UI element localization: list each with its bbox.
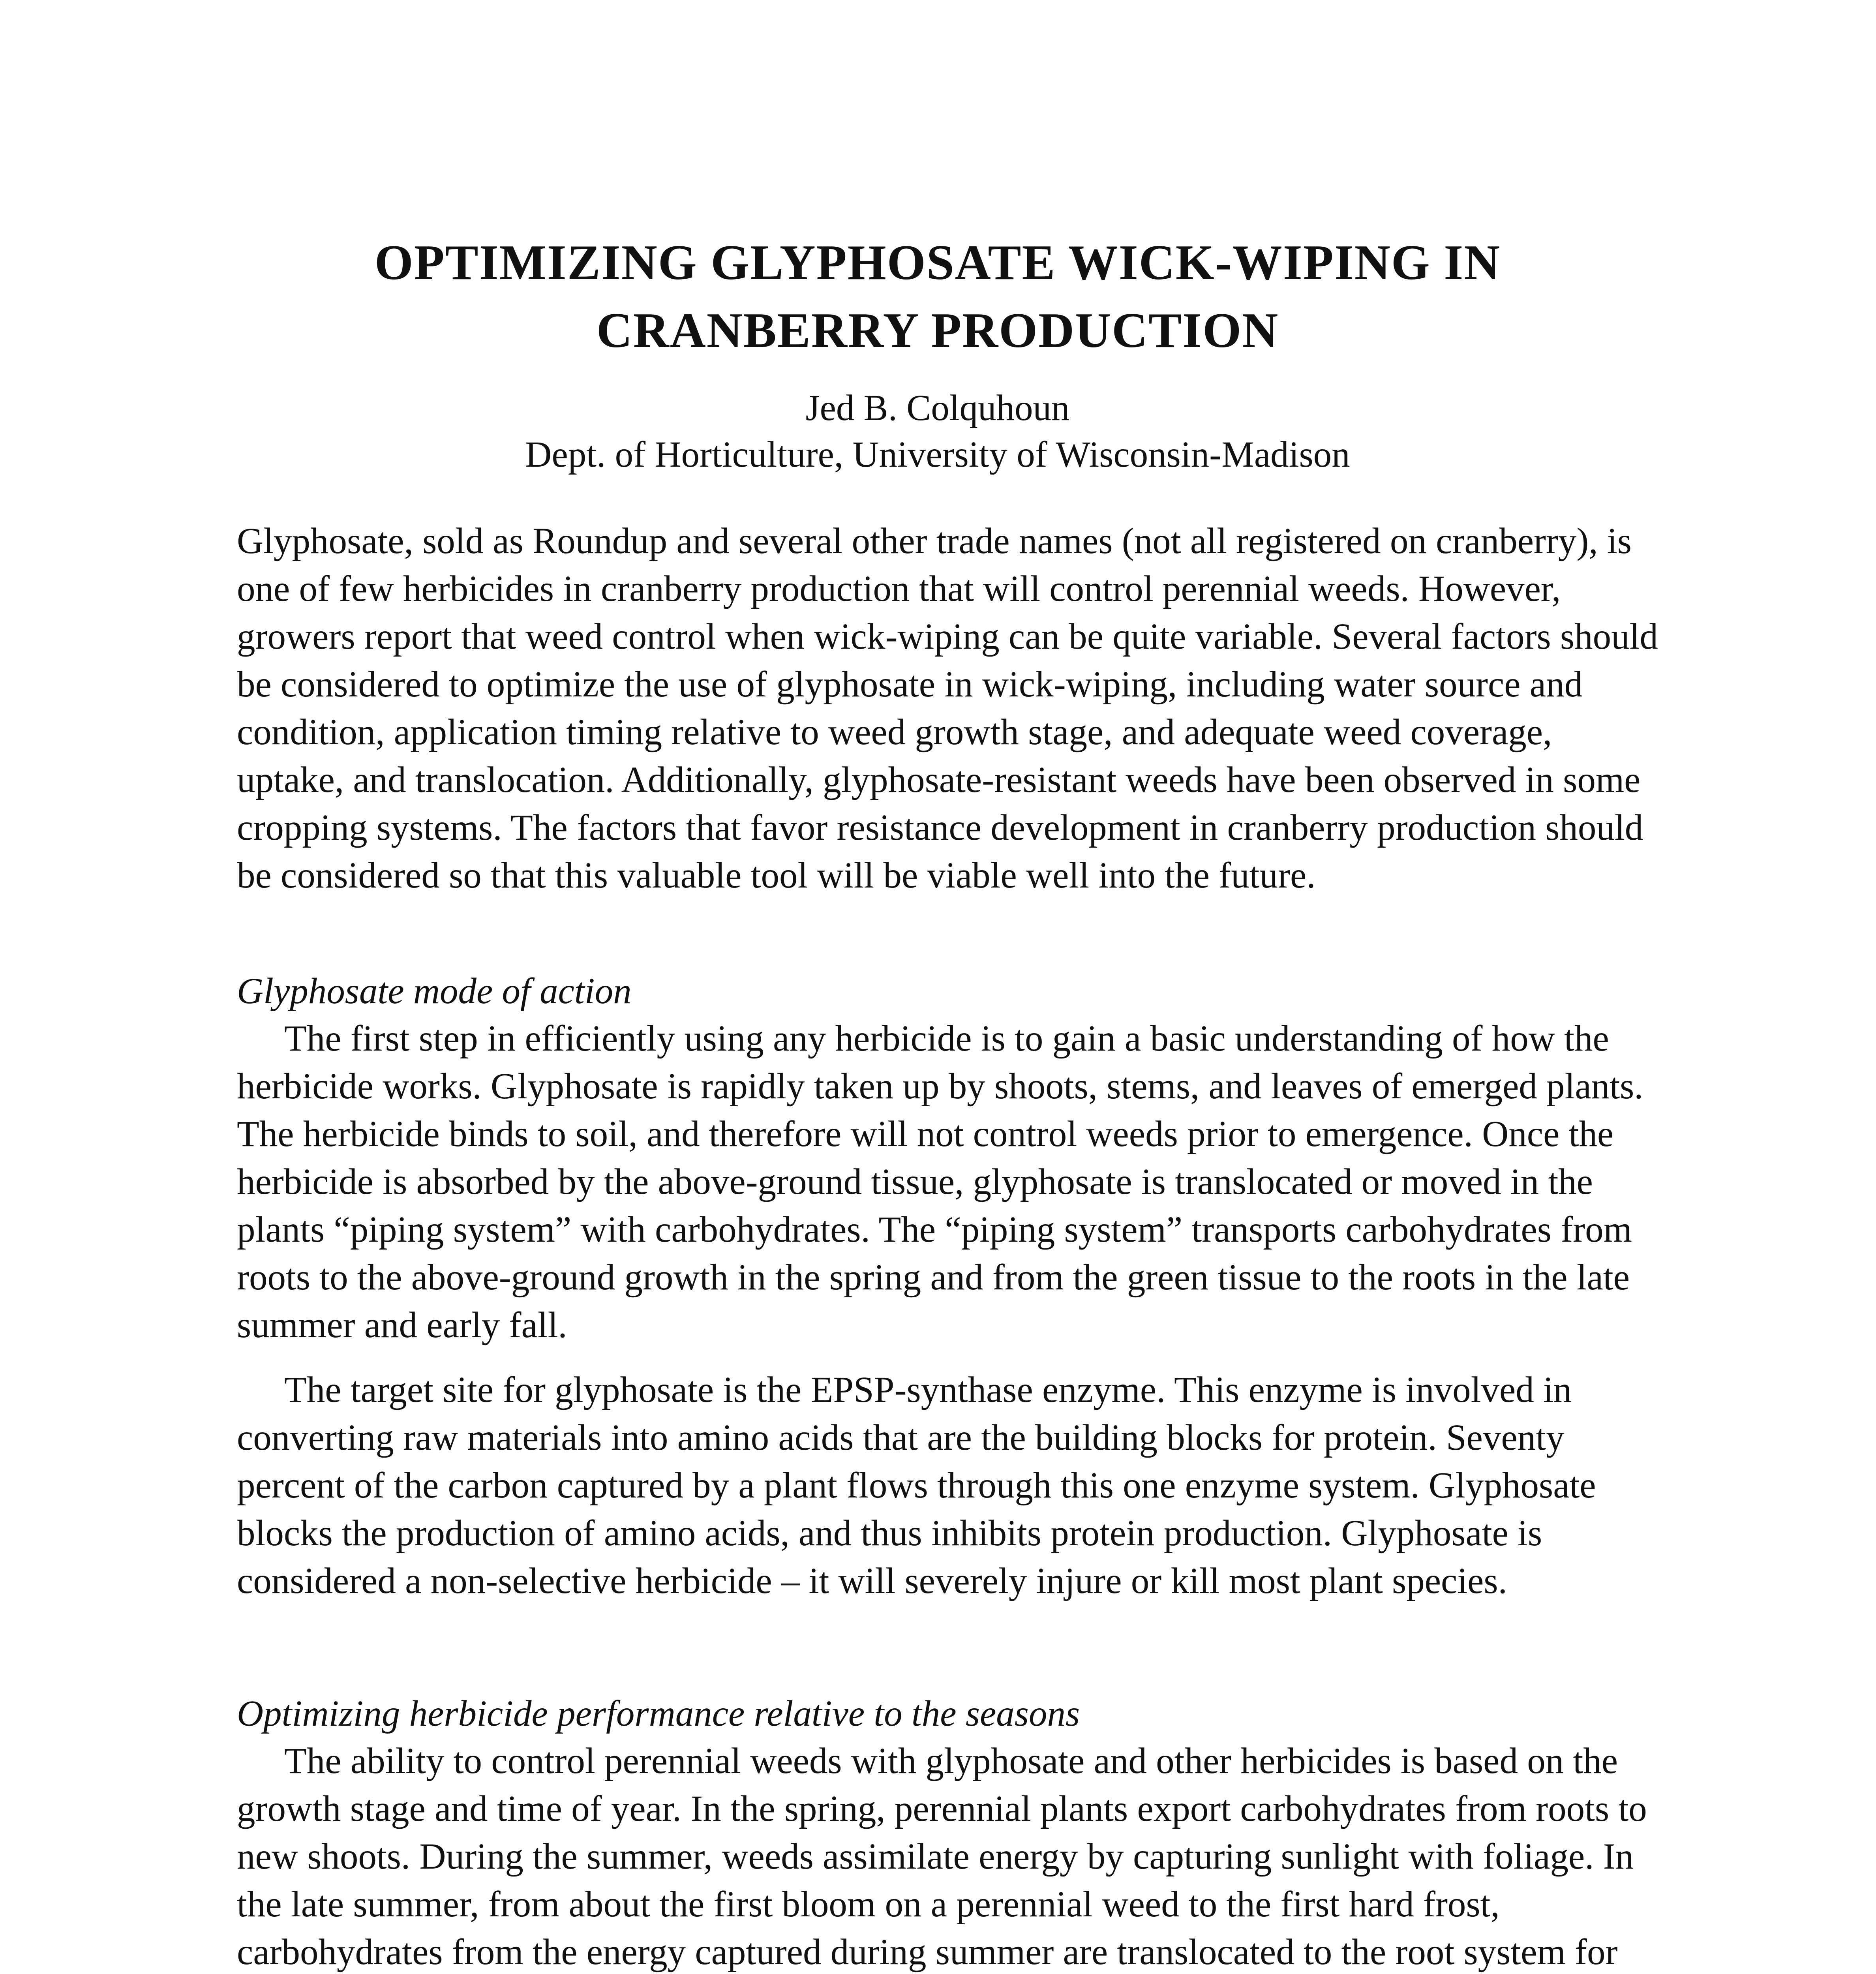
author-block [237,385,1638,478]
section-heading-seasons: Optimizing herbicide performance relative to the seasons [237,1693,1080,1734]
mode-of-action-paragraph-2: The target site for glyphosate is the EPSP-synthase enzyme. This enzyme is involved in converting raw materials into amino acids that are the building blocks for protein. Seventy percent of the carbon captured by a plant flows through this one enzyme system. Glyphosate blocks the production of amino acids, and thus inhibits protein production. Glyphosate is considered a non-selective herbicide – it will severely injure or kill most plant species. [237,1370,1596,1601]
section-heading-mode-of-action: Glyphosate mode of action [237,971,632,1011]
mode-of-action-paragraph-1: The first step in efficiently using any herbicide is to gain a basic understanding of how the herbicide works. Glyphosate is rapidly taken up by shoots, stems, and leaves of emerged plants. The herbicide binds to soil, and therefore will not control weeds prior to emergence. Once the herbicide is absorbed by the above-ground tissue, glyphosate is translocated or moved in the plants “piping system” with carbohydrates. The “piping system” transports carbohydrates from roots to the above-ground growth in the spring and from the green tissue to the roots in the late summer and early fall. [237,1018,1643,1345]
title-line-2: CRANBERRY PRODUCTION [596,303,1279,358]
seasons-paragraph [237,1737,1666,1974]
author-affiliation: Dept. of Horticulture, University of Wisconsin-Madison [525,434,1350,475]
title-line-1: OPTIMIZING GLYPHOSATE WICK-WIPING IN [374,235,1501,290]
document-title [237,229,1638,365]
seasons-paragraph-text: The ability to control perennial weeds with glyphosate and other herbicides is based on the growth stage and time of year. In the spring, perennial plants export carbohydrates from roots to new shoots. During the summer, weeds assimilate energy by capturing sunlight with foliage. In the late summer, from about the first bloom on a perennial weed to the first hard frost, carbohydrates from the energy captured during summer are translocated to the root system for [237,1741,1647,1972]
author-name: Jed B. Colquhoun [805,388,1070,428]
intro-paragraph: Glyphosate, sold as Roundup and several other trade names (not all registered on cranberry), is one of few herbicides in cranberry production that will control perennial weeds. However, growers report that weed control when wick-wiping can be quite variable. Several factors should be considered to optimize the use of glyphosate in wick-wiping, including water source and condition, application timing relative to weed growth stage, and adequate weed coverage, uptake, and translocation. Additionally, glyphosate-resistant weeds have been observed in some cropping systems. The factors that favor resistance development in cranberry production should be considered so that this valuable tool will be viable well into the future. [237,521,1658,896]
